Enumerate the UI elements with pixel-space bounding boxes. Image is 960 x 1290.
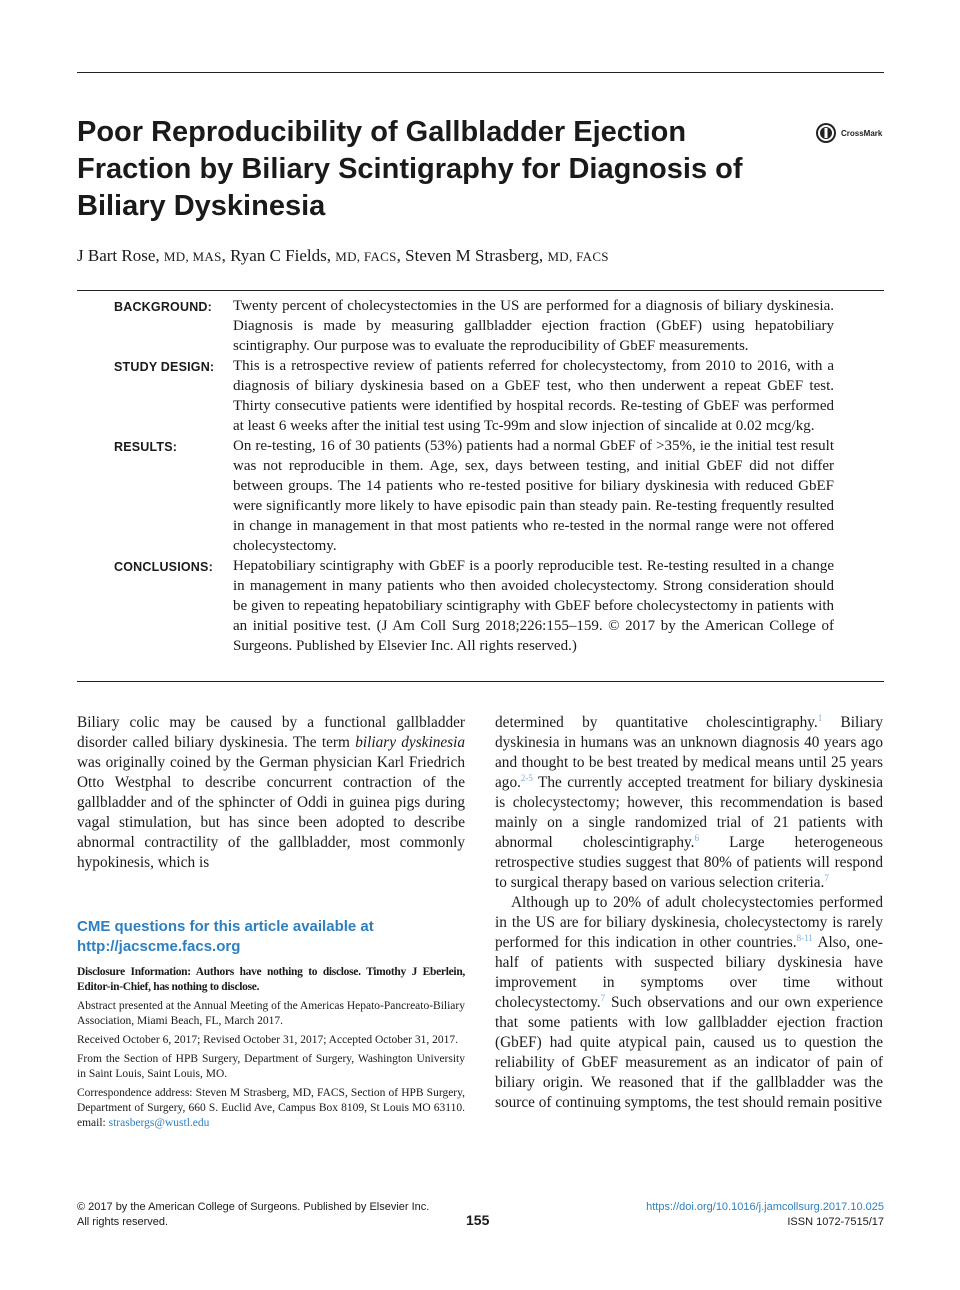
abstract	[114, 296, 836, 656]
citation-ref[interactable]: 6	[694, 832, 699, 843]
email-link[interactable]: strasbergs@wustl.edu	[108, 1117, 210, 1129]
correspondence-note: Correspondence address: Steven M Strasberg, MD, FACS, Section of HPB Surgery, Department of Surgery, 660 S. Euclid Ave, Campus Box 8109, St Louis MO 63110. email: strasbergs@wustl.edu	[77, 1087, 465, 1129]
author-name: Steven M Strasberg,	[405, 246, 544, 265]
abstract-label: RESULTS:	[114, 440, 178, 454]
body-paragraph: Although up to 20% of adult cholecystectomies performed in the US are for biliary dyskinesia, cholecystectomy is rarely performed for this indication in other countries.$^{8-11}$ Also, one-half of patients with suspected biliary dyskinesia have improvement in symptoms over time without cholecystectomy.$^7$ Such observations and our own experience that some patients with low gallbladder ejection fraction (GbEF) had quite atypical pain, caused us to question the reliability of GbEF measurement as an indicator of pain of biliary origin. We reasoned that if the gallbladder was the source of continuing symptoms, the test should remain positive	[495, 894, 883, 1111]
page-number: 155	[466, 1212, 490, 1228]
body-paragraph: Biliary colic may be caused by a functional gallbladder disorder called biliary dyskinesia. The term biliary dyskinesia was originally coined by the German physician Karl Friedrich Otto Westphal to describe concurrent contraction of the gallbladder and of the sphincter of Oddi in guinea pigs during vagal stimulation, but has since been adopted to describe abnormal contractility of the gallbladder, most commonly hypokinesis, which is	[77, 714, 465, 871]
author-name: J Bart Rose,	[77, 246, 160, 265]
abstract-text: On re-testing, 16 of 30 patients (53%) patients had a normal GbEF of >35%, ie the initial test result was not reproducible in them. Age, sex, days between testing, and initial GbEF did not differ between groups. The 14 patients who re-tested positive for biliary dyskinesia with reduced GbEF were significantly more likely to have episodic pain than steady pain. Re-testing frequently resulted in change in management in that most patients who re-tested in the normal range were not offered cholecystectomy.	[233, 438, 834, 554]
abstract-text: Twenty percent of cholecystectomies in the US are performed for a diagnosis of biliary dyskinesia. Diagnosis is made by measuring gallbladder ejection fraction (GbEF) using hepatobiliary scintigraphy. Our purpose was to evaluate the reproducibility of GbEF measurements.	[233, 298, 834, 354]
citation-ref[interactable]: 7	[600, 992, 606, 1003]
copyright-line: © 2017 by the American College of Surgeons. Published by Elsevier Inc.	[77, 1201, 430, 1213]
abstract-top-rule	[77, 290, 884, 291]
article-title: Poor Reproducibility of Gallbladder Ejection Fraction by Biliary Scintigraphy for Diagnosis of Biliary Dyskinesia	[77, 116, 743, 222]
citation-ref[interactable]: 2-5	[520, 772, 533, 783]
author-degrees: MD, FACS	[335, 249, 397, 264]
citation-ref[interactable]: 7	[824, 872, 829, 883]
body-column-right	[495, 713, 883, 1113]
cme-notice	[77, 917, 465, 957]
body-column-left	[77, 713, 465, 873]
abstract-text: This is a retrospective review of patients referred for cholecystectomy, from 2010 to 2016, with a diagnosis of biliary dyskinesia based on a GbEF test, who then underwent a repeat GbEF test. Thirty consecutive patients were identified by hospital records. Re-testing of GbEF was performed at least 6 weeks after the initial test using Tc-99m and slow injection of sincalide at 0.02 mcg/kg.	[233, 358, 834, 434]
article-notes	[77, 965, 465, 1135]
author-degrees: MD, MAS	[163, 249, 222, 264]
doi-link[interactable]: https://doi.org/10.1016/j.jamcollsurg.2017.10.025	[646, 1201, 884, 1213]
author-list: J Bart Rose, MD, MAS, Ryan C Fields, MD, FACS, Steven M Strasberg, MD, FACS	[77, 246, 609, 265]
citation-ref[interactable]: 8-11	[796, 932, 813, 943]
author-name: Ryan C Fields,	[230, 246, 331, 265]
author-degrees: MD, FACS	[547, 249, 609, 264]
top-rule	[77, 72, 884, 73]
issn-text: ISSN 1072-7515/17	[787, 1216, 884, 1228]
abstract-results	[114, 436, 836, 556]
cme-text: CME questions for this article available at	[77, 918, 374, 935]
disclosure-note: Disclosure Information: Authors have nothing to disclose. Timothy J Eberlein, Editor-in-Chief, has nothing to disclose.	[77, 966, 465, 993]
crossmark-badge[interactable]	[815, 122, 882, 144]
cme-link[interactable]: http://jacscme.facs.org	[77, 938, 241, 955]
italic-term: biliary dyskinesia	[355, 734, 465, 751]
abstract-bottom-rule	[77, 681, 884, 682]
presentation-note: Abstract presented at the Annual Meeting of the Americas Hepato-Pancreato-Biliary Association, Miami Beach, FL, March 2017.	[77, 1000, 465, 1027]
abstract-conclusions	[114, 556, 836, 656]
dates-note: Received October 6, 2017; Revised October 31, 2017; Accepted October 31, 2017.	[77, 1034, 458, 1046]
abstract-label: BACKGROUND:	[114, 300, 213, 314]
footer-doi	[646, 1200, 884, 1230]
body-paragraph: determined by quantitative cholescintigraphy.$^1$ Biliary dyskinesia in humans was an unknown diagnosis 40 years ago and thought to be best treated by medical means until 25 years ago.$^{2-5}$ The currently accepted treatment for biliary dyskinesia is cholecystectomy; however, this recommendation is based mainly on a single randomized trial of 21 patients with abnormal cholescintigraphy.$^6$ Large heterogeneous retrospective studies suggest that 80% of patients will respond to surgical therapy based on various selection criteria.$^7$	[495, 712, 883, 891]
footer-copyright	[77, 1200, 429, 1230]
abstract-study-design	[114, 356, 836, 436]
abstract-label: STUDY DESIGN:	[114, 360, 215, 374]
abstract-label: CONCLUSIONS:	[114, 560, 213, 574]
abstract-background	[114, 296, 836, 356]
citation-ref[interactable]: 1	[817, 712, 823, 723]
abstract-text: Hepatobiliary scintigraphy with GbEF is a poorly reproducible test. Re-testing resulted in a change in management in many patients who then avoided cholecystectomy. Strong consideration should be given to repeating hepatobiliary scintigraphy with GbEF before cholecystectomy in patients with an initial positive test. (J Am Coll Surg 2018;226:155–159. © 2017 by the American College of Surgeons. Published by Elsevier Inc. All rights reserved.)	[233, 558, 834, 654]
crossmark-icon	[815, 122, 837, 144]
copyright-line: All rights reserved.	[77, 1216, 169, 1228]
affiliation-note: From the Section of HPB Surgery, Department of Surgery, Washington University in Saint Louis, Saint Louis, MO.	[77, 1053, 465, 1080]
crossmark-label: CrossMark	[841, 128, 883, 138]
